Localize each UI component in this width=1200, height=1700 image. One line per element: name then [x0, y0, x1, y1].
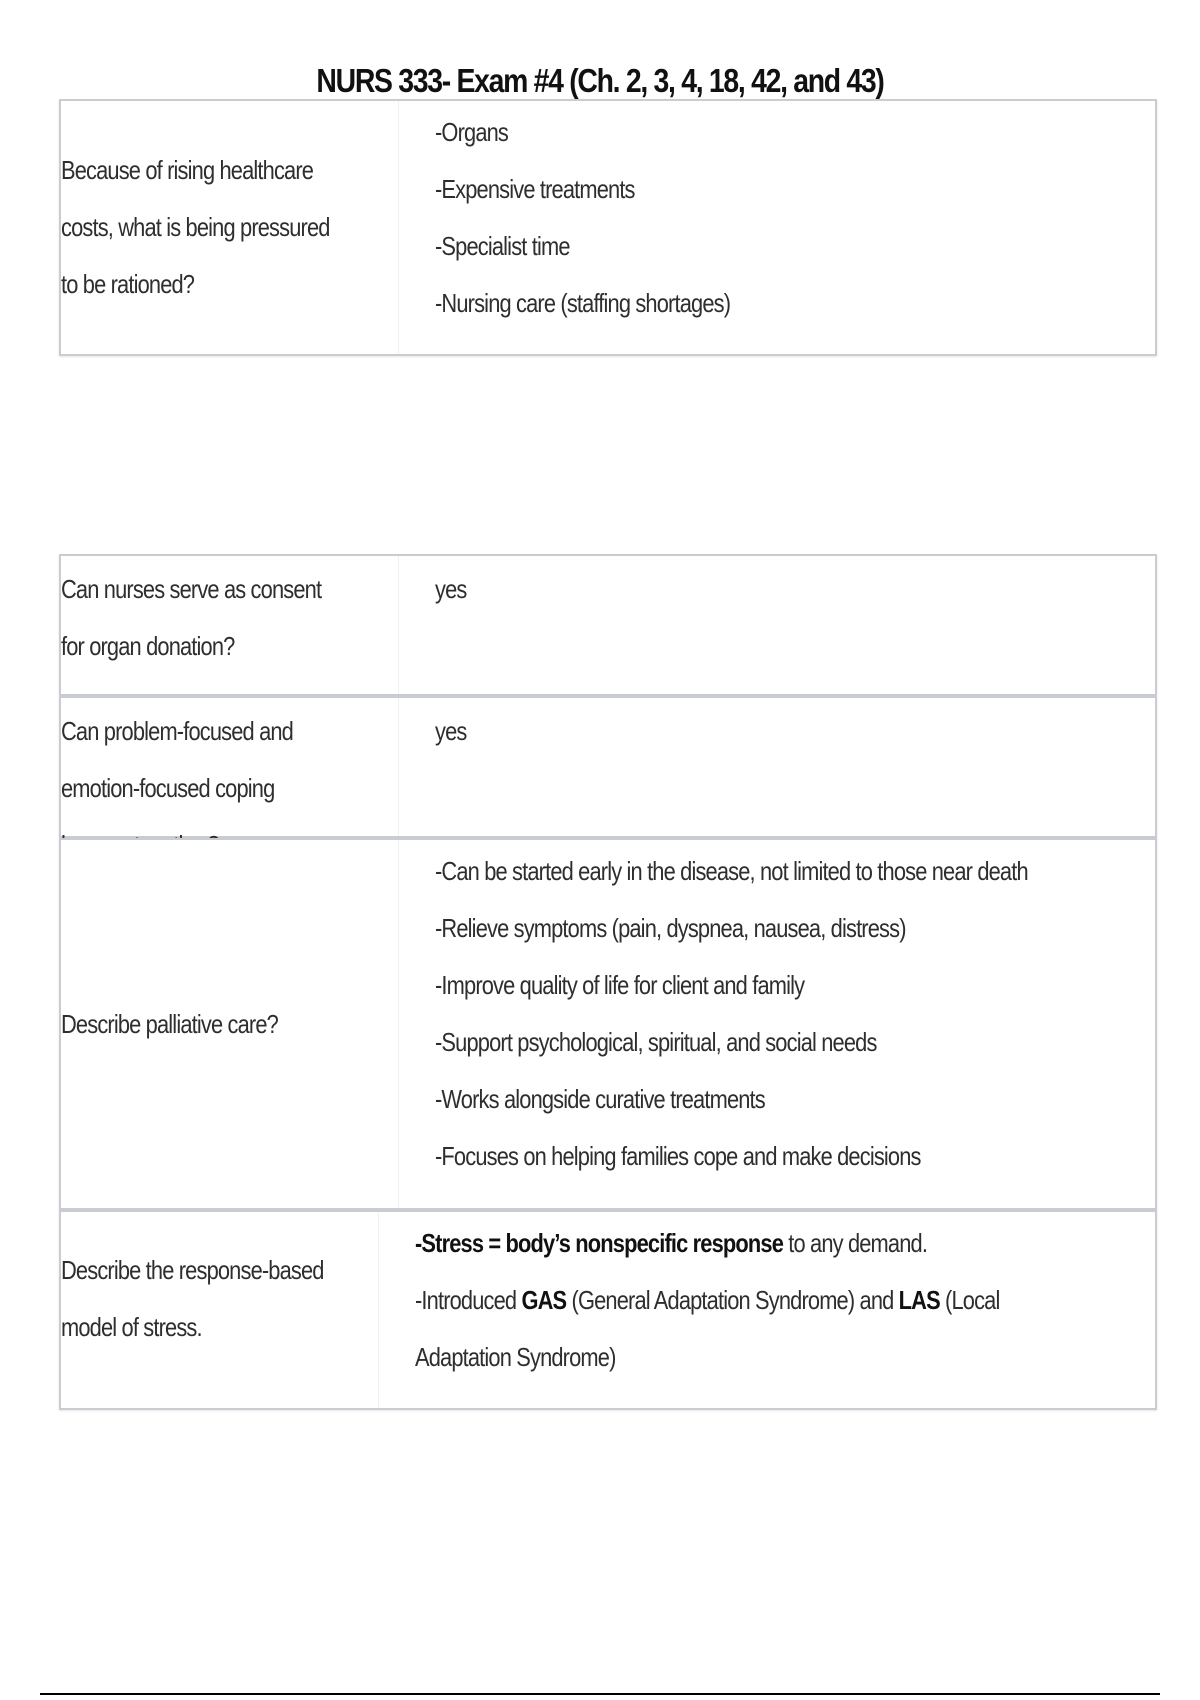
definition-line: -Relieve symptoms (pain, dyspnea, nausea, distress): [435, 913, 906, 943]
bold-text: GAS: [521, 1285, 567, 1315]
definition-line: -Can be started early in the disease, not limited to those near death: [435, 856, 1028, 886]
page-title: NURS 333- Exam #4 (Ch. 2, 3, 4, 18, 42, and 43): [316, 62, 884, 99]
flashcard-palliative-care: [59, 838, 1157, 1210]
card-term: Describe the response-based model of stress.: [61, 1212, 379, 1408]
bold-text: -Stress = body’s nonspecific response: [415, 1228, 784, 1258]
flashcard-organ-consent: [59, 554, 1157, 696]
definition-line: yes: [435, 716, 467, 746]
card-term: Describe palliative care?: [61, 840, 399, 1208]
definition-line: -Introduced GAS (General Adaptation Syndrome) and LAS (Local Adaptation Syndrome): [415, 1285, 1000, 1372]
page-divider: [40, 1693, 1160, 1695]
flashcard-rationing: [59, 99, 1157, 356]
definition-line: -Works alongside curative treatments: [435, 1084, 765, 1114]
flashcard-coping: [59, 696, 1157, 838]
flashcard-stress-model: [59, 1210, 1157, 1410]
card-term: Can nurses serve as consent for organ donation?: [61, 556, 399, 694]
card-term: Because of rising healthcare costs, what is being pressured to be rationed?: [61, 101, 399, 354]
definition-line: -Specialist time: [435, 231, 570, 261]
definition-line: -Expensive treatments: [435, 174, 635, 204]
definition-line: -Stress = body’s nonspecific response to any demand.: [415, 1228, 928, 1258]
definition-line: -Organs: [435, 117, 509, 147]
bold-text: LAS: [898, 1285, 940, 1315]
definition-line: -Improve quality of life for client and family: [435, 970, 805, 1000]
definition-line: -Support psychological, spiritual, and social needs: [435, 1027, 877, 1057]
definition-line: -Nursing care (staffing shortages): [435, 288, 731, 318]
definition-line: -Focuses on helping families cope and make decisions: [435, 1141, 921, 1171]
card-term: Can problem-focused and emotion-focused coping: [61, 698, 399, 836]
definition-line: yes: [435, 574, 467, 604]
